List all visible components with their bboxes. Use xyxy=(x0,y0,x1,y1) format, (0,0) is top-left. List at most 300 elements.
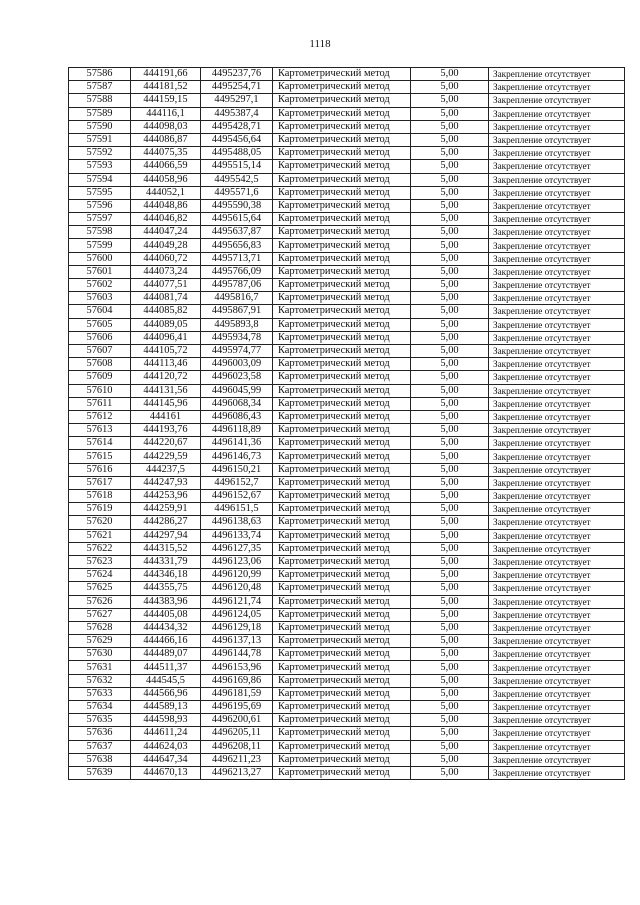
accuracy-cell: 5,00 xyxy=(411,279,489,292)
accuracy-cell: 5,00 xyxy=(411,595,489,608)
accuracy-cell: 5,00 xyxy=(411,424,489,437)
method-cell: Картометрический метод xyxy=(273,727,411,740)
method-cell: Картометрический метод xyxy=(273,621,411,634)
point-number-cell: 57638 xyxy=(69,753,131,766)
fixation-note-cell: Закрепление отсутствует xyxy=(489,94,625,107)
fixation-note-cell: Закрепление отсутствует xyxy=(489,555,625,568)
point-number-cell: 57616 xyxy=(69,463,131,476)
method-cell: Картометрический метод xyxy=(273,437,411,450)
point-number-cell: 57635 xyxy=(69,714,131,727)
x-coordinate-cell: 444145,96 xyxy=(131,397,201,410)
y-coordinate-cell: 4496152,67 xyxy=(201,490,273,503)
method-cell: Картометрический метод xyxy=(273,424,411,437)
table-row xyxy=(69,701,625,714)
method-cell: Картометрический метод xyxy=(273,410,411,423)
point-number-cell: 57625 xyxy=(69,582,131,595)
table-row xyxy=(69,463,625,476)
method-cell: Картометрический метод xyxy=(273,318,411,331)
x-coordinate-cell: 444075,35 xyxy=(131,147,201,160)
method-cell: Картометрический метод xyxy=(273,305,411,318)
y-coordinate-cell: 4496123,06 xyxy=(201,555,273,568)
accuracy-cell: 5,00 xyxy=(411,621,489,634)
x-coordinate-cell: 444511,37 xyxy=(131,661,201,674)
method-cell: Картометрический метод xyxy=(273,569,411,582)
fixation-note-cell: Закрепление отсутствует xyxy=(489,542,625,555)
table-row xyxy=(69,358,625,371)
method-cell: Картометрический метод xyxy=(273,542,411,555)
y-coordinate-cell: 4496127,35 xyxy=(201,542,273,555)
y-coordinate-cell: 4496137,13 xyxy=(201,635,273,648)
accuracy-cell: 5,00 xyxy=(411,608,489,621)
accuracy-cell: 5,00 xyxy=(411,107,489,120)
y-coordinate-cell: 4496151,5 xyxy=(201,503,273,516)
point-number-cell: 57608 xyxy=(69,358,131,371)
table-row xyxy=(69,766,625,779)
fixation-note-cell: Закрепление отсутствует xyxy=(489,226,625,239)
fixation-note-cell: Закрепление отсутствует xyxy=(489,490,625,503)
x-coordinate-cell: 444116,1 xyxy=(131,107,201,120)
method-cell: Картометрический метод xyxy=(273,160,411,173)
point-number-cell: 57626 xyxy=(69,595,131,608)
fixation-note-cell: Закрепление отсутствует xyxy=(489,674,625,687)
x-coordinate-cell: 444566,96 xyxy=(131,687,201,700)
y-coordinate-cell: 4496169,86 xyxy=(201,674,273,687)
x-coordinate-cell: 444589,13 xyxy=(131,701,201,714)
table-row xyxy=(69,582,625,595)
table-row xyxy=(69,714,625,727)
x-coordinate-cell: 444346,18 xyxy=(131,569,201,582)
y-coordinate-cell: 4496068,34 xyxy=(201,397,273,410)
fixation-note-cell: Закрепление отсутствует xyxy=(489,120,625,133)
table-row xyxy=(69,305,625,318)
table-row xyxy=(69,265,625,278)
point-number-cell: 57604 xyxy=(69,305,131,318)
y-coordinate-cell: 4496138,63 xyxy=(201,516,273,529)
accuracy-cell: 5,00 xyxy=(411,648,489,661)
point-number-cell: 57620 xyxy=(69,516,131,529)
method-cell: Картометрический метод xyxy=(273,463,411,476)
point-number-cell: 57603 xyxy=(69,292,131,305)
table-row xyxy=(69,186,625,199)
y-coordinate-cell: 4495590,38 xyxy=(201,199,273,212)
method-cell: Картометрический метод xyxy=(273,331,411,344)
method-cell: Картометрический метод xyxy=(273,635,411,648)
method-cell: Картометрический метод xyxy=(273,226,411,239)
method-cell: Картометрический метод xyxy=(273,384,411,397)
x-coordinate-cell: 444259,91 xyxy=(131,503,201,516)
fixation-note-cell: Закрепление отсутствует xyxy=(489,648,625,661)
y-coordinate-cell: 4495237,76 xyxy=(201,68,273,81)
accuracy-cell: 5,00 xyxy=(411,213,489,226)
accuracy-cell: 5,00 xyxy=(411,173,489,186)
x-coordinate-cell: 444120,72 xyxy=(131,371,201,384)
x-coordinate-cell: 444046,82 xyxy=(131,213,201,226)
accuracy-cell: 5,00 xyxy=(411,437,489,450)
x-coordinate-cell: 444624,03 xyxy=(131,740,201,753)
method-cell: Картометрический метод xyxy=(273,173,411,186)
fixation-note-cell: Закрепление отсутствует xyxy=(489,371,625,384)
point-number-cell: 57639 xyxy=(69,766,131,779)
fixation-note-cell: Закрепление отсутствует xyxy=(489,199,625,212)
method-cell: Картометрический метод xyxy=(273,490,411,503)
x-coordinate-cell: 444113,46 xyxy=(131,358,201,371)
method-cell: Картометрический метод xyxy=(273,674,411,687)
y-coordinate-cell: 4495428,71 xyxy=(201,120,273,133)
method-cell: Картометрический метод xyxy=(273,555,411,568)
y-coordinate-cell: 4496129,18 xyxy=(201,621,273,634)
x-coordinate-cell: 444085,82 xyxy=(131,305,201,318)
method-cell: Картометрический метод xyxy=(273,120,411,133)
fixation-note-cell: Закрепление отсутствует xyxy=(489,595,625,608)
y-coordinate-cell: 4495456,64 xyxy=(201,133,273,146)
fixation-note-cell: Закрепление отсутствует xyxy=(489,753,625,766)
table-row xyxy=(69,81,625,94)
point-number-cell: 57599 xyxy=(69,239,131,252)
method-cell: Картометрический метод xyxy=(273,516,411,529)
y-coordinate-cell: 4495637,87 xyxy=(201,226,273,239)
fixation-note-cell: Закрепление отсутствует xyxy=(489,529,625,542)
point-number-cell: 57588 xyxy=(69,94,131,107)
x-coordinate-cell: 444105,72 xyxy=(131,344,201,357)
table-row xyxy=(69,542,625,555)
fixation-note-cell: Закрепление отсутствует xyxy=(489,107,625,120)
point-number-cell: 57633 xyxy=(69,687,131,700)
y-coordinate-cell: 4496200,61 xyxy=(201,714,273,727)
y-coordinate-cell: 4496211,23 xyxy=(201,753,273,766)
table-body xyxy=(69,68,625,780)
method-cell: Картометрический метод xyxy=(273,252,411,265)
accuracy-cell: 5,00 xyxy=(411,410,489,423)
table-row xyxy=(69,569,625,582)
method-cell: Картометрический метод xyxy=(273,397,411,410)
fixation-note-cell: Закрепление отсутствует xyxy=(489,714,625,727)
fixation-note-cell: Закрепление отсутствует xyxy=(489,701,625,714)
accuracy-cell: 5,00 xyxy=(411,516,489,529)
x-coordinate-cell: 444405,08 xyxy=(131,608,201,621)
y-coordinate-cell: 4496133,74 xyxy=(201,529,273,542)
fixation-note-cell: Закрепление отсутствует xyxy=(489,279,625,292)
x-coordinate-cell: 444229,59 xyxy=(131,450,201,463)
method-cell: Картометрический метод xyxy=(273,358,411,371)
fixation-note-cell: Закрепление отсутствует xyxy=(489,621,625,634)
point-number-cell: 57614 xyxy=(69,437,131,450)
accuracy-cell: 5,00 xyxy=(411,199,489,212)
accuracy-cell: 5,00 xyxy=(411,305,489,318)
point-number-cell: 57623 xyxy=(69,555,131,568)
y-coordinate-cell: 4496181,59 xyxy=(201,687,273,700)
point-number-cell: 57637 xyxy=(69,740,131,753)
y-coordinate-cell: 4496146,73 xyxy=(201,450,273,463)
accuracy-cell: 5,00 xyxy=(411,674,489,687)
x-coordinate-cell: 444052,1 xyxy=(131,186,201,199)
table-row xyxy=(69,107,625,120)
table-row xyxy=(69,68,625,81)
accuracy-cell: 5,00 xyxy=(411,569,489,582)
table-row xyxy=(69,226,625,239)
method-cell: Картометрический метод xyxy=(273,81,411,94)
table-row xyxy=(69,727,625,740)
point-number-cell: 57628 xyxy=(69,621,131,634)
method-cell: Картометрический метод xyxy=(273,344,411,357)
y-coordinate-cell: 4495816,7 xyxy=(201,292,273,305)
point-number-cell: 57610 xyxy=(69,384,131,397)
accuracy-cell: 5,00 xyxy=(411,120,489,133)
x-coordinate-cell: 444081,74 xyxy=(131,292,201,305)
x-coordinate-cell: 444131,56 xyxy=(131,384,201,397)
method-cell: Картометрический метод xyxy=(273,766,411,779)
accuracy-cell: 5,00 xyxy=(411,252,489,265)
x-coordinate-cell: 444489,07 xyxy=(131,648,201,661)
accuracy-cell: 5,00 xyxy=(411,476,489,489)
x-coordinate-cell: 444670,13 xyxy=(131,766,201,779)
x-coordinate-cell: 444089,05 xyxy=(131,318,201,331)
method-cell: Картометрический метод xyxy=(273,94,411,107)
y-coordinate-cell: 4496120,99 xyxy=(201,569,273,582)
accuracy-cell: 5,00 xyxy=(411,239,489,252)
method-cell: Картометрический метод xyxy=(273,133,411,146)
accuracy-cell: 5,00 xyxy=(411,226,489,239)
table-row xyxy=(69,674,625,687)
point-number-cell: 57592 xyxy=(69,147,131,160)
x-coordinate-cell: 444048,86 xyxy=(131,199,201,212)
point-number-cell: 57627 xyxy=(69,608,131,621)
y-coordinate-cell: 4496205,11 xyxy=(201,727,273,740)
point-number-cell: 57594 xyxy=(69,173,131,186)
fixation-note-cell: Закрепление отсутствует xyxy=(489,661,625,674)
table-row xyxy=(69,252,625,265)
table-row xyxy=(69,740,625,753)
method-cell: Картометрический метод xyxy=(273,740,411,753)
x-coordinate-cell: 444383,96 xyxy=(131,595,201,608)
table-row xyxy=(69,199,625,212)
table-row xyxy=(69,437,625,450)
x-coordinate-cell: 444161 xyxy=(131,410,201,423)
point-number-cell: 57611 xyxy=(69,397,131,410)
fixation-note-cell: Закрепление отсутствует xyxy=(489,292,625,305)
fixation-note-cell: Закрепление отсутствует xyxy=(489,463,625,476)
point-number-cell: 57634 xyxy=(69,701,131,714)
table-row xyxy=(69,371,625,384)
x-coordinate-cell: 444060,72 xyxy=(131,252,201,265)
x-coordinate-cell: 444286,27 xyxy=(131,516,201,529)
fixation-note-cell: Закрепление отсутствует xyxy=(489,160,625,173)
accuracy-cell: 5,00 xyxy=(411,147,489,160)
point-number-cell: 57586 xyxy=(69,68,131,81)
fixation-note-cell: Закрепление отсутствует xyxy=(489,239,625,252)
fixation-note-cell: Закрепление отсутствует xyxy=(489,331,625,344)
point-number-cell: 57606 xyxy=(69,331,131,344)
method-cell: Картометрический метод xyxy=(273,279,411,292)
accuracy-cell: 5,00 xyxy=(411,714,489,727)
y-coordinate-cell: 4495656,83 xyxy=(201,239,273,252)
accuracy-cell: 5,00 xyxy=(411,331,489,344)
accuracy-cell: 5,00 xyxy=(411,133,489,146)
accuracy-cell: 5,00 xyxy=(411,397,489,410)
accuracy-cell: 5,00 xyxy=(411,384,489,397)
point-number-cell: 57621 xyxy=(69,529,131,542)
x-coordinate-cell: 444647,34 xyxy=(131,753,201,766)
fixation-note-cell: Закрепление отсутствует xyxy=(489,687,625,700)
table-row xyxy=(69,661,625,674)
point-number-cell: 57593 xyxy=(69,160,131,173)
method-cell: Картометрический метод xyxy=(273,107,411,120)
fixation-note-cell: Закрепление отсутствует xyxy=(489,516,625,529)
method-cell: Картометрический метод xyxy=(273,529,411,542)
table-row xyxy=(69,529,625,542)
accuracy-cell: 5,00 xyxy=(411,371,489,384)
y-coordinate-cell: 4495387,4 xyxy=(201,107,273,120)
table-row xyxy=(69,687,625,700)
accuracy-cell: 5,00 xyxy=(411,94,489,107)
table-row xyxy=(69,94,625,107)
x-coordinate-cell: 444237,5 xyxy=(131,463,201,476)
table-row xyxy=(69,133,625,146)
point-number-cell: 57589 xyxy=(69,107,131,120)
x-coordinate-cell: 444181,52 xyxy=(131,81,201,94)
point-number-cell: 57597 xyxy=(69,213,131,226)
point-number-cell: 57609 xyxy=(69,371,131,384)
point-number-cell: 57598 xyxy=(69,226,131,239)
point-number-cell: 57600 xyxy=(69,252,131,265)
table-row xyxy=(69,503,625,516)
y-coordinate-cell: 4496213,27 xyxy=(201,766,273,779)
fixation-note-cell: Закрепление отсутствует xyxy=(489,727,625,740)
y-coordinate-cell: 4495893,8 xyxy=(201,318,273,331)
x-coordinate-cell: 444193,76 xyxy=(131,424,201,437)
y-coordinate-cell: 4496121,74 xyxy=(201,595,273,608)
y-coordinate-cell: 4496144,78 xyxy=(201,648,273,661)
method-cell: Картометрический метод xyxy=(273,292,411,305)
accuracy-cell: 5,00 xyxy=(411,753,489,766)
x-coordinate-cell: 444073,24 xyxy=(131,265,201,278)
table-row xyxy=(69,490,625,503)
table-row xyxy=(69,648,625,661)
accuracy-cell: 5,00 xyxy=(411,503,489,516)
fixation-note-cell: Закрепление отсутствует xyxy=(489,344,625,357)
table-row xyxy=(69,621,625,634)
accuracy-cell: 5,00 xyxy=(411,318,489,331)
accuracy-cell: 5,00 xyxy=(411,529,489,542)
fixation-note-cell: Закрепление отсутствует xyxy=(489,635,625,648)
fixation-note-cell: Закрепление отсутствует xyxy=(489,147,625,160)
fixation-note-cell: Закрепление отсутствует xyxy=(489,740,625,753)
method-cell: Картометрический метод xyxy=(273,213,411,226)
table-row xyxy=(69,397,625,410)
method-cell: Картометрический метод xyxy=(273,186,411,199)
y-coordinate-cell: 4496023,58 xyxy=(201,371,273,384)
accuracy-cell: 5,00 xyxy=(411,160,489,173)
method-cell: Картометрический метод xyxy=(273,239,411,252)
table-row xyxy=(69,595,625,608)
y-coordinate-cell: 4495515,14 xyxy=(201,160,273,173)
fixation-note-cell: Закрепление отсутствует xyxy=(489,213,625,226)
fixation-note-cell: Закрепление отсутствует xyxy=(489,503,625,516)
point-number-cell: 57590 xyxy=(69,120,131,133)
y-coordinate-cell: 4496150,21 xyxy=(201,463,273,476)
fixation-note-cell: Закрепление отсутствует xyxy=(489,318,625,331)
method-cell: Картометрический метод xyxy=(273,687,411,700)
accuracy-cell: 5,00 xyxy=(411,701,489,714)
point-number-cell: 57596 xyxy=(69,199,131,212)
table-row xyxy=(69,239,625,252)
method-cell: Картометрический метод xyxy=(273,714,411,727)
table-row xyxy=(69,384,625,397)
fixation-note-cell: Закрепление отсутствует xyxy=(489,410,625,423)
accuracy-cell: 5,00 xyxy=(411,344,489,357)
point-number-cell: 57617 xyxy=(69,476,131,489)
x-coordinate-cell: 444315,52 xyxy=(131,542,201,555)
y-coordinate-cell: 4495297,1 xyxy=(201,94,273,107)
table-row xyxy=(69,635,625,648)
fixation-note-cell: Закрепление отсутствует xyxy=(489,608,625,621)
fixation-note-cell: Закрепление отсутствует xyxy=(489,450,625,463)
accuracy-cell: 5,00 xyxy=(411,687,489,700)
table-row xyxy=(69,410,625,423)
x-coordinate-cell: 444545,5 xyxy=(131,674,201,687)
point-number-cell: 57591 xyxy=(69,133,131,146)
point-number-cell: 57613 xyxy=(69,424,131,437)
method-cell: Картометрический метод xyxy=(273,648,411,661)
point-number-cell: 57630 xyxy=(69,648,131,661)
x-coordinate-cell: 444049,28 xyxy=(131,239,201,252)
method-cell: Картометрический метод xyxy=(273,608,411,621)
table-row xyxy=(69,318,625,331)
table-row xyxy=(69,450,625,463)
table-row xyxy=(69,424,625,437)
table-row xyxy=(69,120,625,133)
y-coordinate-cell: 4496141,36 xyxy=(201,437,273,450)
method-cell: Картометрический метод xyxy=(273,450,411,463)
y-coordinate-cell: 4495974,77 xyxy=(201,344,273,357)
point-number-cell: 57612 xyxy=(69,410,131,423)
method-cell: Картометрический метод xyxy=(273,147,411,160)
accuracy-cell: 5,00 xyxy=(411,358,489,371)
accuracy-cell: 5,00 xyxy=(411,463,489,476)
fixation-note-cell: Закрепление отсутствует xyxy=(489,476,625,489)
x-coordinate-cell: 444466,16 xyxy=(131,635,201,648)
x-coordinate-cell: 444297,94 xyxy=(131,529,201,542)
fixation-note-cell: Закрепление отсутствует xyxy=(489,173,625,186)
method-cell: Картометрический метод xyxy=(273,199,411,212)
fixation-note-cell: Закрепление отсутствует xyxy=(489,424,625,437)
y-coordinate-cell: 4496208,11 xyxy=(201,740,273,753)
method-cell: Картометрический метод xyxy=(273,476,411,489)
y-coordinate-cell: 4495934,78 xyxy=(201,331,273,344)
y-coordinate-cell: 4495713,71 xyxy=(201,252,273,265)
x-coordinate-cell: 444058,96 xyxy=(131,173,201,186)
y-coordinate-cell: 4495254,71 xyxy=(201,81,273,94)
point-number-cell: 57618 xyxy=(69,490,131,503)
accuracy-cell: 5,00 xyxy=(411,490,489,503)
y-coordinate-cell: 4496152,7 xyxy=(201,476,273,489)
accuracy-cell: 5,00 xyxy=(411,81,489,94)
table-row xyxy=(69,279,625,292)
accuracy-cell: 5,00 xyxy=(411,635,489,648)
x-coordinate-cell: 444331,79 xyxy=(131,555,201,568)
y-coordinate-cell: 4495787,06 xyxy=(201,279,273,292)
x-coordinate-cell: 444077,51 xyxy=(131,279,201,292)
method-cell: Картометрический метод xyxy=(273,595,411,608)
accuracy-cell: 5,00 xyxy=(411,582,489,595)
x-coordinate-cell: 444220,67 xyxy=(131,437,201,450)
method-cell: Картометрический метод xyxy=(273,582,411,595)
fixation-note-cell: Закрепление отсутствует xyxy=(489,358,625,371)
y-coordinate-cell: 4495571,6 xyxy=(201,186,273,199)
method-cell: Картометрический метод xyxy=(273,701,411,714)
point-number-cell: 57602 xyxy=(69,279,131,292)
y-coordinate-cell: 4496120,48 xyxy=(201,582,273,595)
accuracy-cell: 5,00 xyxy=(411,265,489,278)
